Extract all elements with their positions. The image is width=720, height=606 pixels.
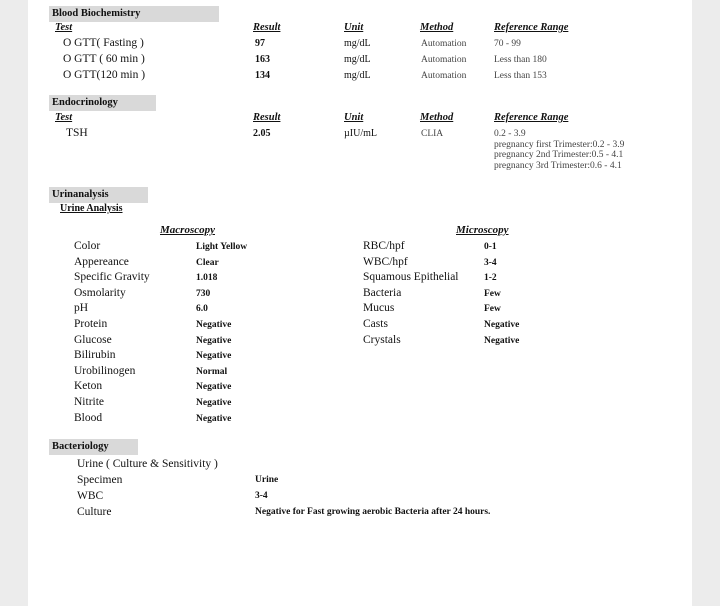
reference-line: pregnancy first Trimester:0.2 - 3.9	[494, 139, 625, 150]
bacteriology-value: 3-4	[255, 491, 268, 501]
urine-test-value: 0-1	[484, 242, 497, 252]
urine-test-value: Negative	[196, 397, 232, 408]
reference-line: pregnancy 3rd Trimester:0.6 - 4.1	[494, 160, 622, 171]
macroscopy-names	[74, 239, 150, 426]
urine-test-name: Glucose	[74, 333, 112, 346]
urine-test-name: Urobilinogen	[74, 364, 136, 377]
urine-test-value: Negative	[484, 335, 520, 346]
microscopy-values	[484, 240, 519, 349]
macroscopy-header: Macroscopy	[160, 224, 215, 236]
header-reference-range: Reference Range	[494, 112, 569, 123]
urine-test-value: Negative	[484, 319, 520, 330]
urine-test-name: Squamous Epithelial	[363, 271, 459, 284]
macroscopy-values	[196, 240, 247, 427]
urine-test-value: Negative	[196, 382, 232, 393]
test-name: O GTT( Fasting )	[63, 37, 144, 49]
test-method: Automation	[421, 39, 467, 49]
test-name: O GTT ( 60 min )	[63, 53, 145, 65]
urine-test-value: 1.018	[196, 273, 218, 284]
urine-test-name: pH	[74, 302, 89, 315]
bacteriology-value: Negative for Fast growing aerobic Bacteria after 24 hours.	[255, 507, 491, 517]
test-unit: mg/dL	[344, 38, 371, 49]
section-urinanalysis: Urinanalysis	[49, 187, 148, 203]
urine-test-value: 730	[196, 288, 211, 299]
header-result: Result	[253, 22, 281, 33]
urine-test-name: Appereance	[74, 255, 129, 268]
microscopy-header: Microscopy	[456, 224, 509, 236]
test-result: 97	[255, 38, 265, 49]
test-reference: 70 - 99	[494, 39, 521, 49]
test-result: 163	[255, 54, 270, 65]
reference-line: 0.2 - 3.9	[494, 129, 526, 139]
urine-test-value: Negative	[196, 351, 232, 362]
urine-test-value: 1-2	[484, 273, 497, 284]
test-result: 134	[255, 70, 270, 81]
bacteriology-name: WBC	[77, 490, 104, 502]
header-test: Test	[55, 22, 73, 33]
test-method: Automation	[421, 71, 467, 81]
urine-test-name: Color	[74, 240, 101, 252]
header-method: Method	[420, 112, 454, 123]
urine-test-value: 6.0	[196, 304, 208, 315]
urine-test-value: Negative	[196, 319, 232, 330]
section-bacteriology: Bacteriology	[49, 439, 138, 455]
urine-test-name: WBC/hpf	[363, 255, 408, 268]
urine-test-name: Keton	[74, 380, 103, 393]
test-name: O GTT(120 min )	[63, 69, 146, 81]
test-result: 2.05	[253, 128, 271, 139]
header-test: Test	[55, 112, 73, 123]
urine-test-name: Blood	[74, 411, 103, 424]
section-blood-biochemistry: Blood Biochemistry	[49, 6, 219, 22]
urine-test-name: Crystals	[363, 333, 401, 346]
urine-test-name: Specific Gravity	[74, 271, 150, 284]
reference-range-list	[494, 129, 624, 171]
header-unit: Unit	[344, 112, 364, 123]
urine-test-value: Few	[484, 304, 501, 315]
urine-test-name: Mucus	[363, 302, 395, 315]
header-method: Method	[420, 22, 454, 33]
header-unit: Unit	[344, 22, 364, 33]
urine-test-name: Osmolarity	[74, 286, 126, 299]
test-reference: Less than 153	[494, 71, 547, 81]
urine-test-value: Clear	[196, 257, 219, 268]
test-method: CLIA	[421, 129, 444, 139]
culture-subheader: Urine ( Culture & Sensitivity )	[77, 458, 218, 470]
test-method: Automation	[421, 55, 467, 65]
header-result: Result	[253, 112, 281, 123]
urine-test-name: RBC/hpf	[363, 240, 405, 252]
bacteriology-value: Urine	[255, 475, 279, 485]
header-reference-range: Reference Range	[494, 22, 569, 33]
urine-test-value: Negative	[196, 413, 232, 424]
urine-test-value: Light Yellow	[196, 242, 248, 252]
urine-test-value: 3-4	[484, 257, 497, 268]
test-unit: mg/dL	[344, 54, 371, 65]
urine-test-name: Protein	[74, 317, 108, 330]
test-unit: mg/dL	[344, 70, 371, 81]
urine-analysis-subtitle: Urine Analysis	[60, 203, 123, 214]
urine-test-value: Normal	[196, 366, 228, 377]
report-page	[28, 0, 692, 606]
urine-test-name: Bilirubin	[74, 349, 116, 362]
bacteriology-name: Specimen	[77, 474, 123, 486]
reference-line: pregnancy 2nd Trimester:0.5 - 4.1	[494, 150, 624, 160]
urine-test-name: Bacteria	[363, 286, 402, 299]
urine-test-name: Nitrite	[74, 395, 105, 408]
test-unit: µIU/mL	[344, 128, 377, 139]
bacteriology-name: Culture	[77, 506, 112, 518]
section-endocrinology: Endocrinology	[49, 95, 156, 111]
test-name: TSH	[66, 127, 88, 139]
urine-test-value: Few	[484, 288, 501, 299]
urine-test-name: Casts	[363, 317, 388, 330]
microscopy-names	[363, 239, 459, 348]
urine-test-value: Negative	[196, 335, 232, 346]
test-reference: Less than 180	[494, 55, 547, 65]
